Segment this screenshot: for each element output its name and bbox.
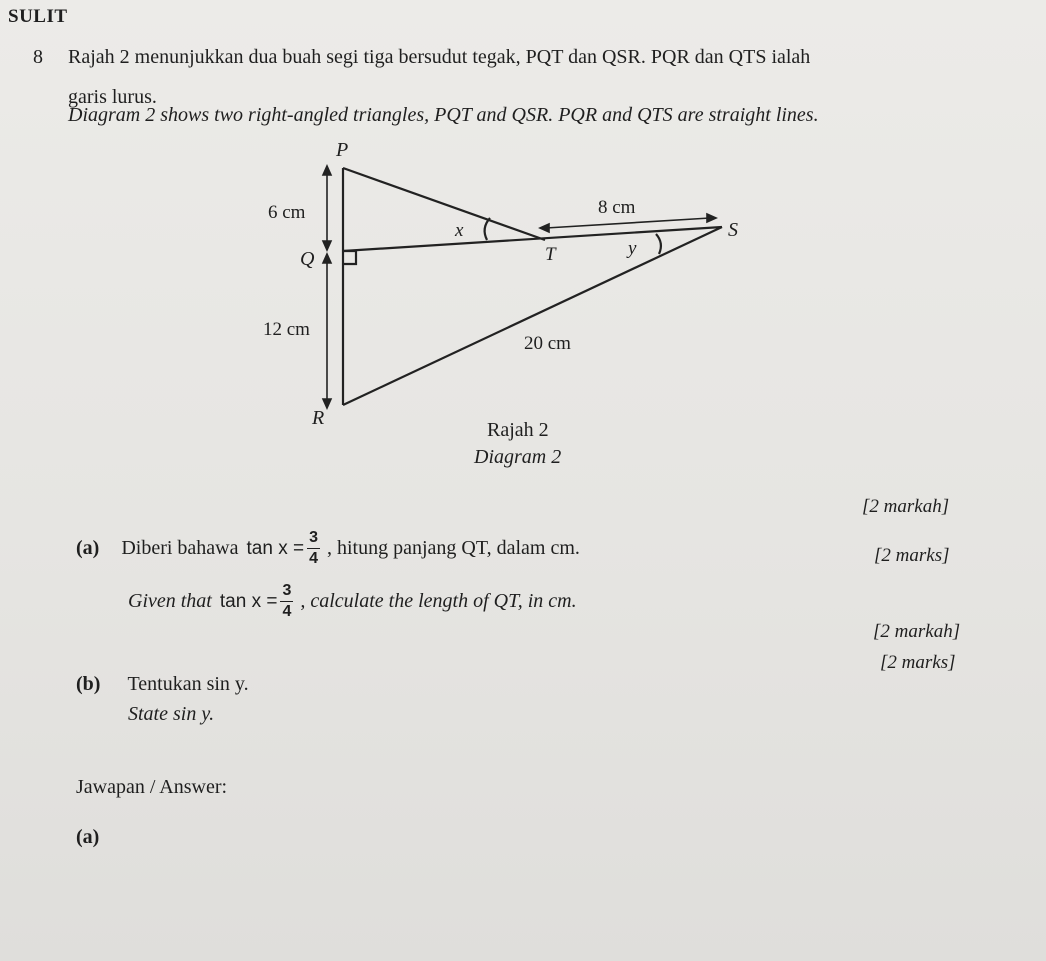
question-number: 8	[33, 46, 43, 68]
part-b-label: (b)	[76, 673, 101, 695]
label-12cm: 12 cm	[263, 319, 310, 340]
fraction-numerator-en: 3	[280, 583, 293, 602]
part-a-fraction	[307, 530, 320, 567]
label-t: T	[545, 244, 556, 265]
part-a-fraction-en	[280, 583, 293, 620]
line-rs	[343, 227, 722, 405]
part-a-malay-suffix: , hitung panjang QT, dalam cm.	[326, 537, 580, 559]
part-a-english-row	[128, 583, 577, 620]
label-r: R	[312, 407, 325, 429]
fraction-denominator: 4	[309, 550, 318, 567]
part-b-english: State sin y.	[128, 703, 215, 725]
part-a-tan-expr-en: tan x =	[219, 590, 278, 612]
part-b-malay: Tentukan sin y.	[127, 673, 249, 695]
label-y: y	[628, 238, 637, 259]
label-20cm: 20 cm	[524, 333, 571, 354]
part-a-malay-row	[76, 530, 580, 567]
question-malay-line2: garis lurus.	[68, 86, 157, 108]
label-p: P	[336, 139, 349, 161]
part-b-malay-row	[76, 673, 249, 696]
question-english: Diagram 2 shows two right-angled triangles, PQT and QSR. PQR and QTS are straight lines.	[68, 104, 819, 126]
caption-malay: Rajah 2	[487, 419, 549, 441]
label-6cm: 6 cm	[268, 202, 306, 223]
caption-english: Diagram 2	[474, 446, 562, 468]
marks-b-malay: [2 markah]	[873, 621, 961, 642]
answer-heading: Jawapan / Answer:	[76, 776, 228, 798]
fraction-denominator-en: 4	[282, 603, 292, 620]
angle-y-arc	[656, 234, 661, 254]
part-a-english-prefix: Given that	[128, 590, 212, 612]
marks-a-malay: [2 markah]	[862, 496, 950, 517]
part-a-tan-expr: tan x =	[246, 537, 305, 559]
line-qts	[343, 227, 722, 251]
label-8cm: 8 cm	[598, 197, 636, 218]
label-x: x	[455, 220, 464, 241]
part-a-malay-prefix: Diberi bahawa	[121, 537, 239, 559]
label-q: Q	[300, 248, 315, 270]
answer-part-a-label: (a)	[76, 826, 100, 848]
triangle-diagram	[0, 0, 1046, 470]
part-a-label: (a)	[76, 537, 100, 559]
label-s: S	[728, 219, 738, 241]
right-angle-marker	[343, 251, 356, 264]
fraction-numerator: 3	[307, 530, 320, 549]
part-a-english-suffix: , calculate the length of QT, in cm.	[300, 590, 577, 612]
line-pt	[343, 168, 545, 240]
marks-a-english: [2 marks]	[874, 545, 950, 566]
angle-x-arc	[485, 218, 490, 240]
marks-b-english: [2 marks]	[880, 652, 956, 673]
header-label: SULIT	[8, 6, 68, 27]
question-malay-line1: Rajah 2 menunjukkan dua buah segi tiga bersudut tegak, PQT dan QSR. PQR dan QTS ialah	[68, 46, 811, 68]
